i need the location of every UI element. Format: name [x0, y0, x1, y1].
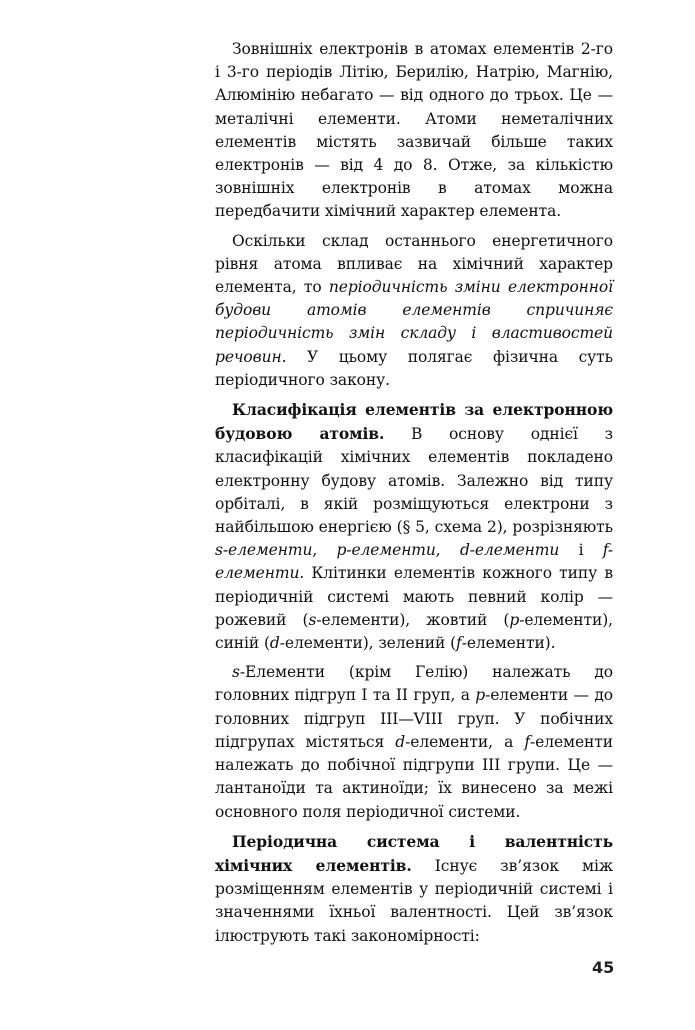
p2-lead: Оскільки склад останнього енергетичного рівня атома впливає на хімічний характер елемента, то	[215, 231, 613, 297]
p4-text-4: -елементи належать до побічної підгрупи III групи. Це — лантаноїди та актиноїди; їх винесено за межі основного поля періодичної системи.	[215, 732, 613, 821]
p5-text: Існує зв’язок між розміщенням елементів у періодичній системі і значеннями їхньої валентності. Цей зв’язок ілюструють такі закономірності:	[215, 856, 613, 945]
valence-heading: Періодична система і валентність хімічних елементів.	[215, 831, 613, 875]
p4-s-letter: s	[232, 663, 240, 682]
p-elements-term: p-елементи	[336, 541, 436, 560]
s-letter: s	[308, 610, 317, 629]
s-elements-term: s-елементи	[215, 541, 313, 560]
p3-text-3: -елементи), жовтий (	[316, 610, 510, 629]
paragraph-classification	[215, 398, 613, 655]
d-elements-term: d-елементи	[459, 541, 560, 560]
p4-text-2: -елементи — до головних підгруп III—VIII груп. У побічних підгрупах містяться	[215, 686, 613, 751]
paragraph-periodic-law	[215, 230, 613, 392]
p2-tail: . У цьому полягає фізична суть періодичного закону.	[215, 347, 613, 389]
p3-comma-2: ,	[435, 541, 460, 560]
d-letter: d	[269, 634, 280, 653]
p3-text-4: -елементи), синій (	[215, 610, 613, 653]
p3-text-6: -елементи).	[461, 634, 556, 653]
p3-comma-1: ,	[312, 541, 337, 560]
page-number: 45	[592, 958, 615, 977]
p3-text-2: . Клітинки елементів кожного типу в періодичній системі мають певний колір — рожевий (	[215, 564, 613, 629]
p-letter: p	[509, 610, 520, 629]
p4-text-1: -Елементи (крім Гелію) належать до головних підгруп I та II груп, а	[215, 663, 613, 705]
p4-d-letter: d	[395, 732, 406, 751]
p3-text-1: В основу однієї з класифікацій хімічних елементів покладено електронну будову атомів. Залежно від типу орбіталі, в якій розміщуються електрони з найбільшою енергією (§ 5, схема 2), розрізняють	[215, 425, 613, 537]
paragraph-outer-electrons: Зовнішніх електронів в атомах елементів 2-го і 3-го періодів Літію, Берилію, Натрію, Магнію, Алюмінію небагато — від одного до трьох. Це — металічні елементи. Атоми неметалічних елементів містять зазвичай більше таких електронів — від 4 до 8. Отже, за кількістю зовнішніх електронів в атомах можна передбачити хімічний характер елемента.	[215, 40, 613, 221]
p4-p-letter: p	[475, 686, 486, 705]
f-elements-term: f-елементи	[215, 541, 614, 583]
p3-and: і	[559, 541, 603, 560]
p4-f-letter: f	[524, 732, 530, 751]
f-letter: f	[456, 634, 462, 653]
paragraph-subgroups	[215, 661, 613, 823]
paragraph-valence	[215, 830, 613, 948]
p2-italic-statement: періодичність зміни електронної будови атомів елементів спричиняє періодичність змін складу і властивостей речовин	[215, 278, 613, 366]
p3-text-5: -елементи), зелений (	[279, 634, 457, 653]
body-text	[215, 38, 613, 955]
classification-heading: Класифікація елементів за електронною будовою атомів.	[215, 400, 613, 444]
p4-text-3: -елементи, а	[405, 732, 525, 751]
